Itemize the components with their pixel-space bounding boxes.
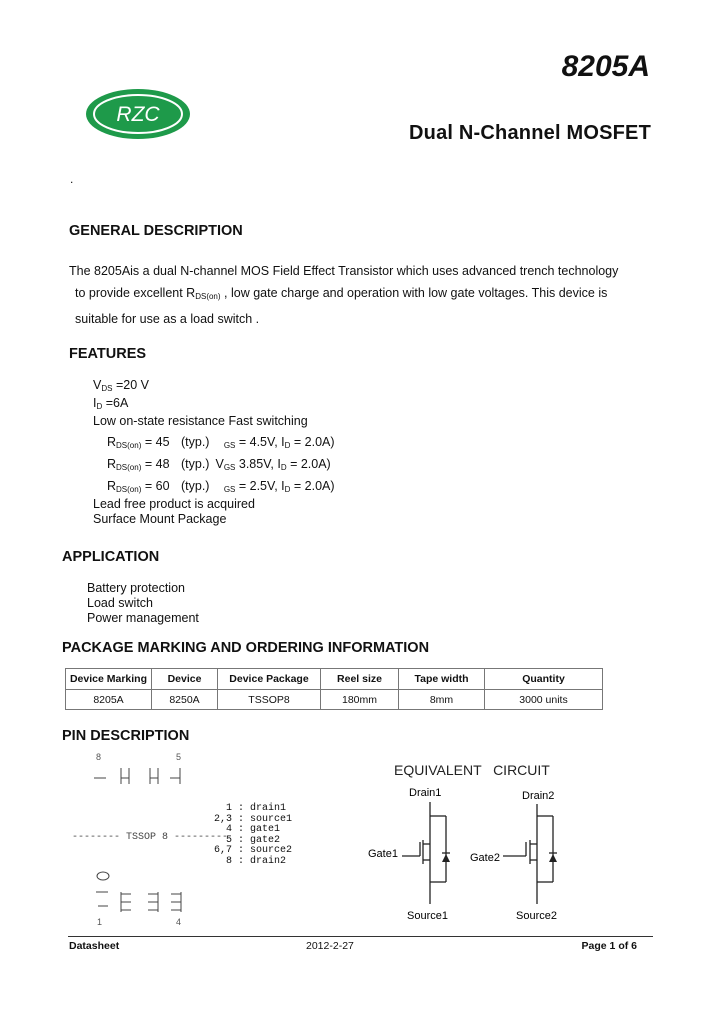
pin-row: 2,3 : source1 (213, 813, 293, 825)
col-header: Tape width (399, 669, 485, 690)
features-heading: FEATURES (69, 346, 147, 362)
table-cell: 3000 units (485, 690, 603, 710)
feature-id: $I_D =6A$ (93, 396, 129, 411)
mosfet-2-symbol (503, 804, 553, 904)
ordering-table (65, 668, 603, 710)
footer-divider (68, 936, 653, 937)
general-line-1: The 8205Ais a dual N-channel MOS Field Effect Transistor which uses advanced trench technology (69, 264, 619, 278)
rds-row-2: $R_{DS(on)} = 48$ (107, 457, 170, 472)
pin-number-top-right: 5 (176, 752, 182, 762)
pin-number-top-left: 8 (96, 752, 102, 762)
company-logo (84, 87, 192, 141)
application-item: Battery protection (87, 581, 185, 595)
col-header: Device (152, 669, 218, 690)
footer-label: Datasheet (69, 940, 120, 952)
part-number: 8205A (561, 50, 650, 83)
table-header-row (66, 669, 603, 690)
package-heading: PACKAGE MARKING AND ORDERING INFORMATION (62, 640, 430, 656)
drain1-label: Drain1 (409, 787, 442, 799)
col-header: Quantity (485, 669, 603, 690)
table-cell: TSSOP8 (218, 690, 321, 710)
table-cell: 8250A (152, 690, 218, 710)
pin-list (190, 804, 320, 867)
general-line-2 (69, 282, 669, 308)
mosfet-2-diode (549, 854, 557, 862)
mosfet-1-symbol (402, 802, 446, 904)
application-list (87, 581, 199, 626)
pin-row: 4 : gate1 (225, 824, 281, 835)
source1-label: Source1 (407, 910, 448, 922)
general-line-2a: to provide excellent R (75, 286, 196, 300)
col-header: Device Package (218, 669, 321, 690)
general-line-3: suitable for use as a load switch . (75, 312, 260, 326)
rds-subscript: DS(on) (195, 292, 221, 301)
rds-row-3: $R_{DS(on)} = 60$ (107, 479, 170, 494)
logo-text: RZC (116, 103, 160, 126)
stray-dot: . (70, 172, 74, 186)
rds-table (93, 429, 493, 495)
rds-row-1-cond: (typ.) $V_{GS} = 4.5V$, $I_D = 2.0A$) (181, 435, 335, 450)
rds-row-1: $R_{DS(on)} = 45$ (107, 435, 170, 450)
table-row (66, 690, 603, 710)
mosfet-1-diode (442, 854, 450, 862)
circuit-title: EQUIVALENT CIRCUIT (394, 762, 550, 778)
features-list (93, 378, 493, 527)
rds-row-3-cond: (typ.) $V_{GS} = 2.5V$, $I_D = 2.0A$) (181, 479, 335, 494)
rds-row-2-cond: (typ.) $V_{GS}$ 3.85V, $I_D = 2.0A$) (181, 457, 331, 472)
source2-label: Source2 (516, 910, 557, 922)
footer-date: 2012-2-27 (306, 940, 354, 952)
pin-number-bottom-left: 1 (97, 917, 103, 927)
pin-number-bottom-right: 4 (176, 917, 182, 927)
feature-smd: Surface Mount Package (93, 512, 227, 526)
table-cell: 8205A (66, 690, 152, 710)
drain2-label: Drain2 (522, 790, 555, 802)
gate1-label: Gate1 (368, 848, 398, 860)
col-header: Reel size (321, 669, 399, 690)
feature-lead-free: Lead free product is acquired (93, 497, 255, 511)
equivalent-circuit-diagram (360, 756, 600, 928)
footer-page-number: Page 1 of 6 (581, 940, 637, 952)
general-line-2b: , low gate charge and operation with low gate voltages. This device is (220, 286, 608, 300)
gate2-label: Gate2 (470, 852, 500, 864)
table-cell: 8mm (399, 690, 485, 710)
general-description-text (69, 260, 669, 330)
pin-row: 6,7 : source2 (213, 845, 293, 856)
application-item: Power management (87, 611, 199, 625)
document-subtitle: Dual N-Channel MOSFET (409, 122, 651, 144)
feature-vds: $V_{DS} =20$ V (93, 378, 149, 393)
general-description-heading: GENERAL DESCRIPTION (69, 223, 243, 239)
feature-low-on: Low on-state resistance Fast switching (93, 414, 308, 428)
pin-description-heading: PIN DESCRIPTION (62, 728, 190, 744)
tssop8-label: -------- TSSOP 8 --------- (72, 832, 229, 843)
col-header: Device Marking (66, 669, 152, 690)
application-item: Load switch (87, 596, 154, 610)
application-heading: APPLICATION (62, 549, 160, 565)
pin-row: 8 : drain2 (225, 855, 287, 867)
pin-row: 1 : drain1 (225, 803, 287, 814)
pin-row: 5 : gate2 (225, 834, 281, 846)
table-cell: 180mm (321, 690, 399, 710)
